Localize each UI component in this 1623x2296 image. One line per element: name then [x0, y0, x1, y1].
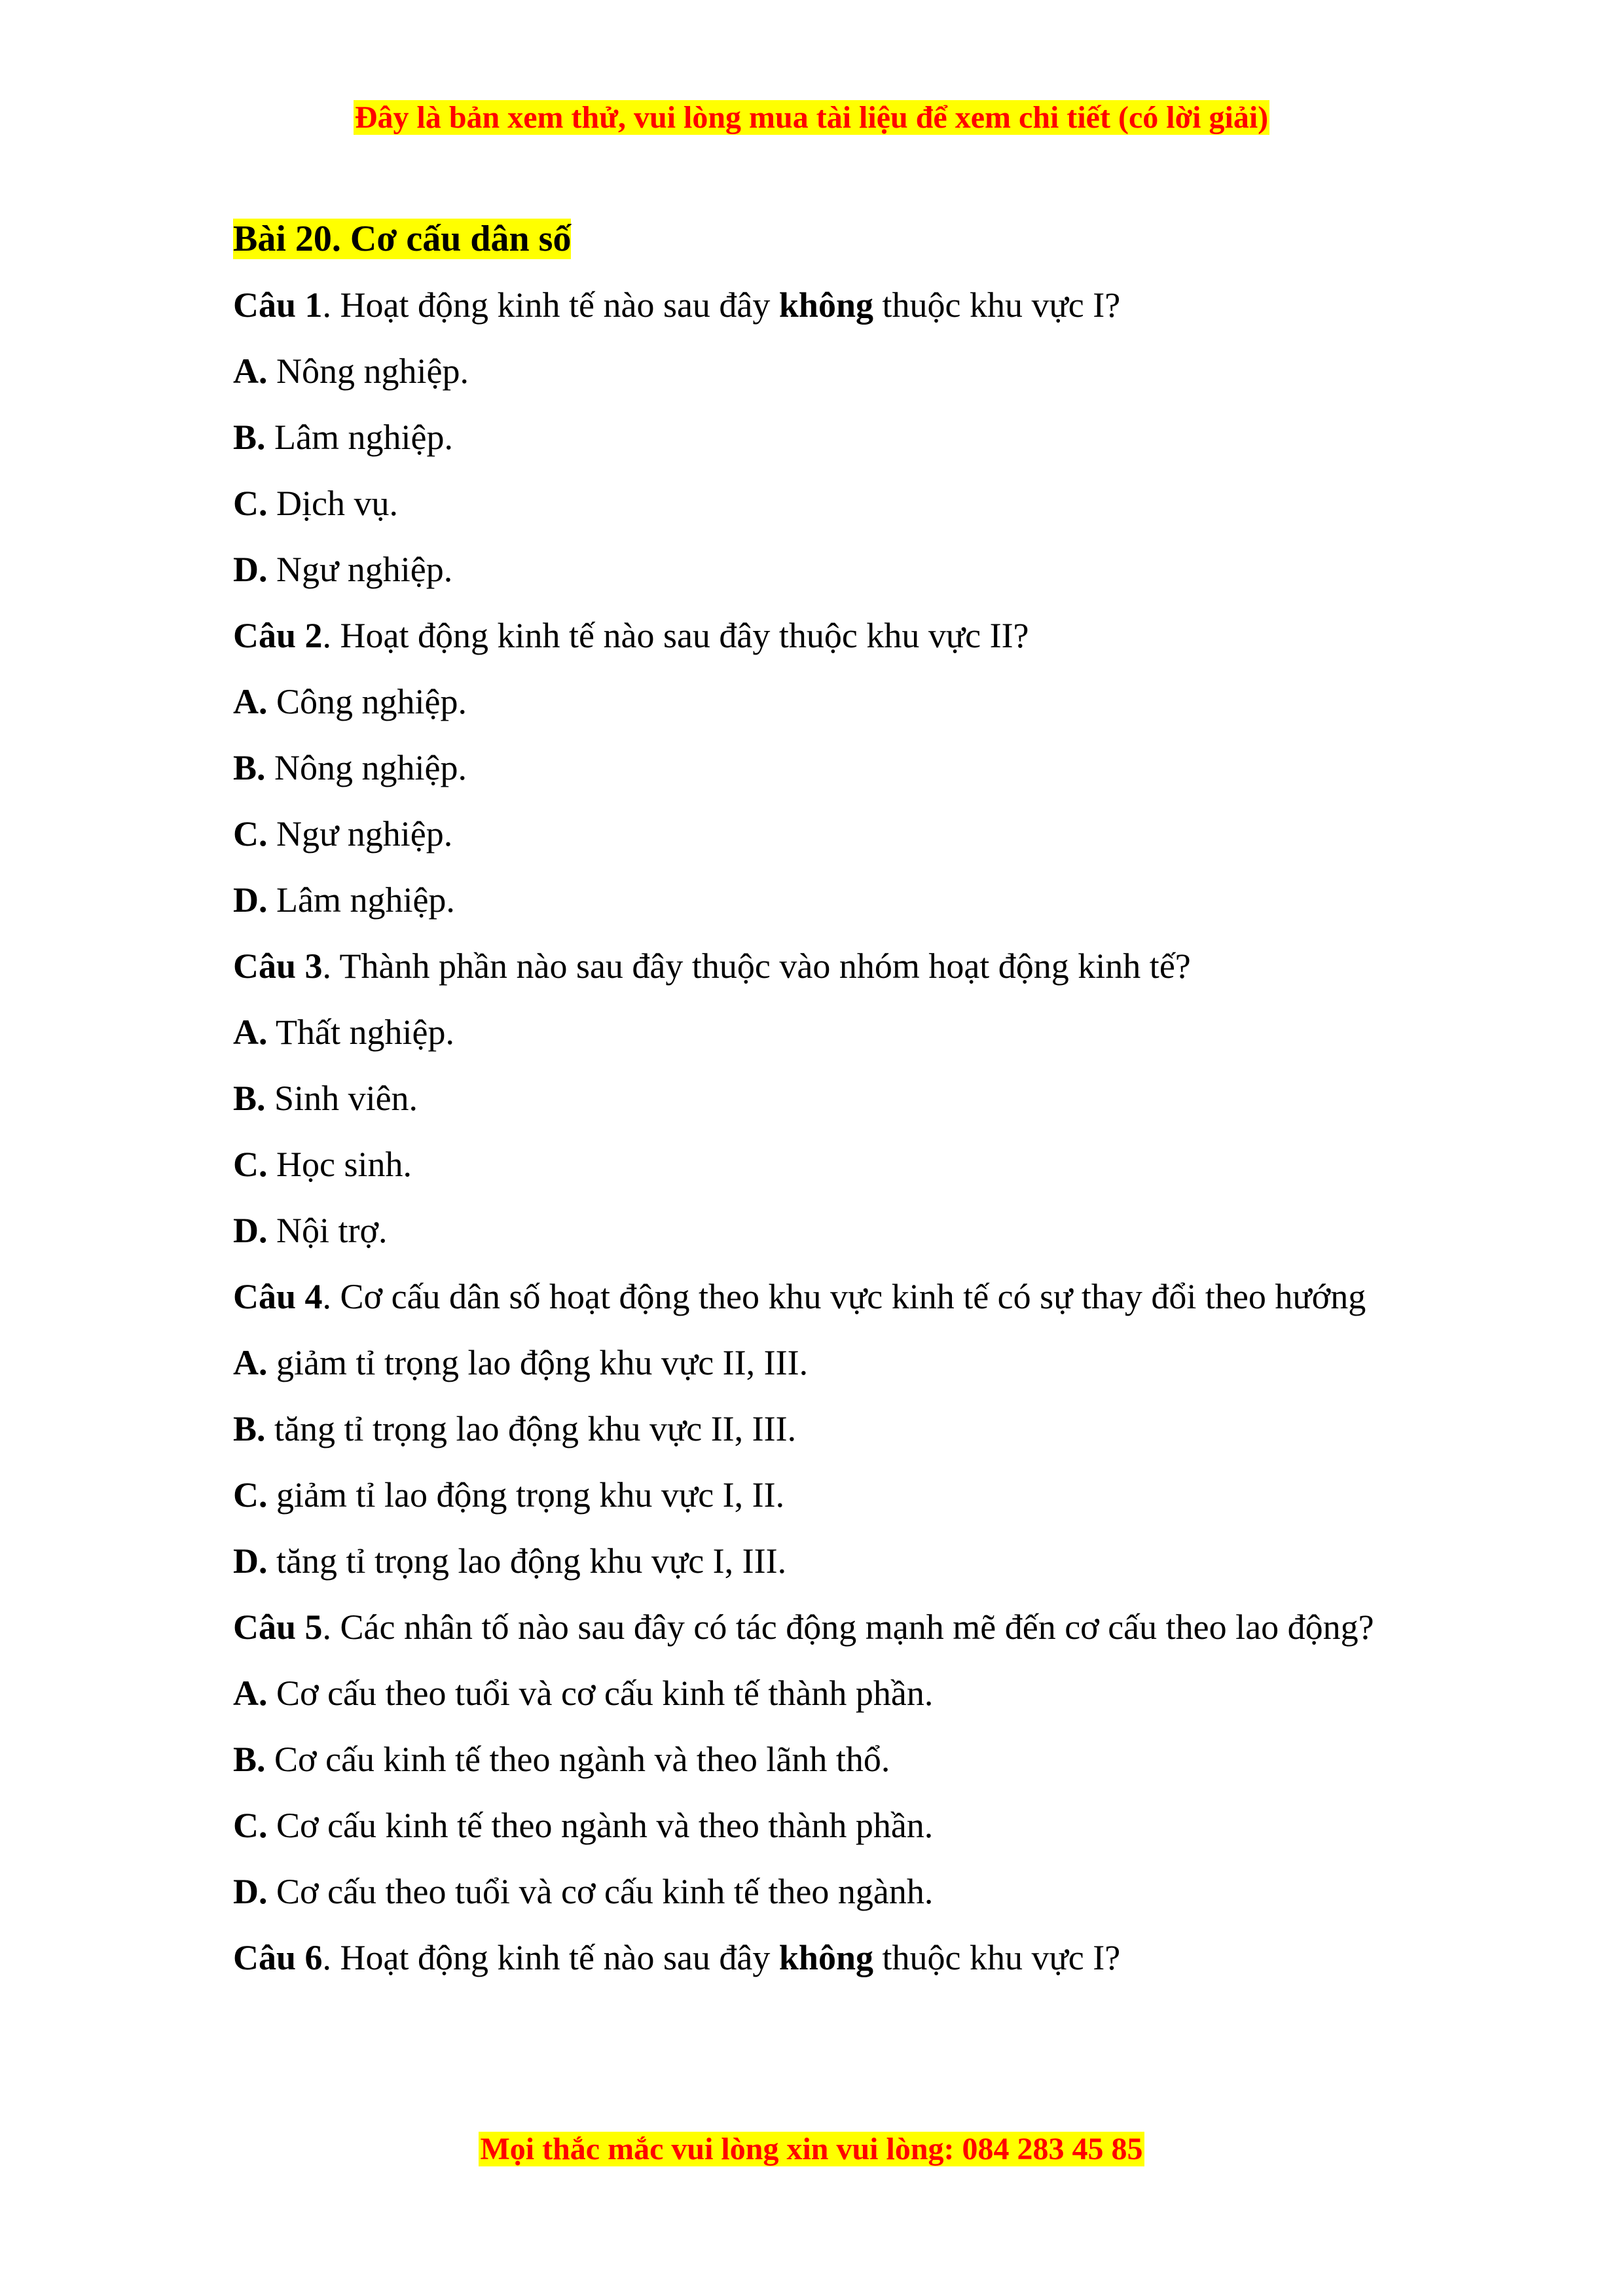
option-text: Dịch vụ. — [267, 484, 398, 523]
option-letter: A. — [233, 1674, 268, 1713]
preview-notice-text: Đây là bản xem thử, vui lòng mua tài liệu để xem chi tiết (có lời giải) — [354, 100, 1269, 135]
option-3c — [233, 1132, 1474, 1198]
option-5d — [233, 1859, 1474, 1925]
option-letter: D. — [233, 550, 268, 589]
option-text: tăng tỉ trọng lao động khu vực II, III. — [265, 1409, 797, 1448]
option-text: Cơ cấu kinh tế theo ngành và theo lãnh thổ. — [265, 1740, 890, 1779]
option-4b — [233, 1396, 1474, 1462]
question-text: . Cơ cấu dân số hoạt động theo khu vực kinh tế có sự thay đổi theo hướng — [322, 1277, 1366, 1316]
question-emphasis: không — [778, 285, 873, 325]
option-4c — [233, 1462, 1474, 1528]
option-text: Nội trợ. — [267, 1211, 388, 1250]
question-5 — [233, 1594, 1474, 1660]
option-letter: D. — [233, 880, 268, 920]
question-label: Câu 3 — [233, 946, 323, 986]
question-text: thuộc khu vực I? — [873, 1938, 1121, 1977]
option-text: Học sinh. — [267, 1145, 412, 1184]
option-letter: C. — [233, 1806, 268, 1845]
option-text: tăng tỉ trọng lao động khu vực I, III. — [267, 1541, 787, 1581]
question-text: . Hoạt động kinh tế nào sau đây thuộc khu vực II? — [322, 616, 1029, 655]
document-content — [233, 206, 1474, 1991]
option-3d — [233, 1198, 1474, 1264]
option-1c — [233, 471, 1474, 537]
preview-notice — [0, 97, 1623, 139]
option-1a — [233, 338, 1474, 404]
option-text: Lâm nghiệp. — [267, 880, 455, 920]
option-2c — [233, 801, 1474, 867]
question-3 — [233, 933, 1474, 999]
contact-notice-text: Mọi thắc mắc vui lòng xin vui lòng: 084 283 45 85 — [480, 2132, 1143, 2166]
question-2 — [233, 603, 1474, 669]
option-2d — [233, 867, 1474, 933]
option-letter: D. — [233, 1872, 268, 1911]
question-text: . Hoạt động kinh tế nào sau đây — [322, 1938, 779, 1977]
question-text: . Các nhân tố nào sau đây có tác động mạnh mẽ đến cơ cấu theo lao động? — [322, 1607, 1374, 1647]
contact-notice — [0, 2128, 1623, 2170]
option-letter: B. — [233, 1079, 266, 1118]
option-text: Ngư nghiệp. — [267, 550, 453, 589]
lesson-title-text: Bài 20. Cơ cấu dân số — [233, 219, 572, 259]
option-letter: B. — [233, 418, 266, 457]
option-letter: A. — [233, 1343, 268, 1382]
option-2a — [233, 669, 1474, 735]
option-letter: B. — [233, 1740, 266, 1779]
option-text: giảm tỉ trọng lao động khu vực II, III. — [267, 1343, 809, 1382]
option-letter: C. — [233, 1145, 268, 1184]
option-1d — [233, 537, 1474, 603]
question-1 — [233, 272, 1474, 338]
option-text: Cơ cấu theo tuổi và cơ cấu kinh tế thành phần. — [267, 1674, 934, 1713]
option-text: Lâm nghiệp. — [265, 418, 453, 457]
option-letter: C. — [233, 484, 268, 523]
question-4 — [233, 1264, 1474, 1330]
lesson-title — [233, 206, 1474, 272]
option-5b — [233, 1727, 1474, 1793]
option-1b — [233, 404, 1474, 471]
option-text: Nông nghiệp. — [267, 351, 469, 391]
option-5a — [233, 1660, 1474, 1727]
option-text: Cơ cấu theo tuổi và cơ cấu kinh tế theo ngành. — [267, 1872, 934, 1911]
option-letter: C. — [233, 814, 268, 853]
option-text: Thất nghiệp. — [267, 1013, 454, 1052]
question-text: . Hoạt động kinh tế nào sau đây — [322, 285, 779, 325]
question-emphasis: không — [778, 1938, 873, 1977]
option-letter: D. — [233, 1541, 268, 1581]
question-text: thuộc khu vực I? — [873, 285, 1121, 325]
question-label: Câu 4 — [233, 1277, 323, 1316]
option-letter: B. — [233, 748, 266, 787]
question-label: Câu 2 — [233, 616, 323, 655]
question-text: . Thành phần nào sau đây thuộc vào nhóm hoạt động kinh tế? — [322, 946, 1191, 986]
question-6 — [233, 1925, 1474, 1991]
option-letter: A. — [233, 1013, 268, 1052]
option-4d — [233, 1528, 1474, 1594]
option-letter: A. — [233, 351, 268, 391]
question-label: Câu 1 — [233, 285, 323, 325]
option-2b — [233, 735, 1474, 801]
option-text: Ngư nghiệp. — [267, 814, 453, 853]
option-letter: B. — [233, 1409, 266, 1448]
option-text: giảm tỉ lao động trọng khu vực I, II. — [267, 1475, 785, 1515]
question-label: Câu 6 — [233, 1938, 323, 1977]
option-3a — [233, 999, 1474, 1066]
option-text: Công nghiệp. — [267, 682, 467, 721]
option-4a — [233, 1330, 1474, 1396]
option-text: Cơ cấu kinh tế theo ngành và theo thành phần. — [267, 1806, 934, 1845]
option-3b — [233, 1066, 1474, 1132]
option-text: Nông nghiệp. — [265, 748, 467, 787]
option-5c — [233, 1793, 1474, 1859]
option-letter: C. — [233, 1475, 268, 1515]
option-letter: A. — [233, 682, 268, 721]
option-letter: D. — [233, 1211, 268, 1250]
question-label: Câu 5 — [233, 1607, 323, 1647]
option-text: Sinh viên. — [265, 1079, 418, 1118]
